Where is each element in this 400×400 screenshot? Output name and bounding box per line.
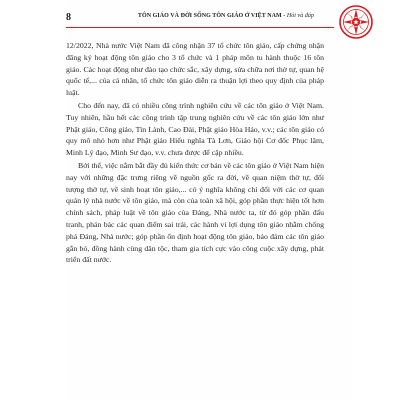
page-number: 8 <box>66 12 71 23</box>
running-title: TÔN GIÁO VÀ ĐỜI SỐNG TÔN GIÁO Ở VIỆT NAM <box>137 13 282 19</box>
star-emblem-icon <box>338 4 374 40</box>
body-text <box>66 40 324 267</box>
running-subtitle: Hỏi và đáp <box>286 13 314 19</box>
running-head-separator: - <box>281 13 287 19</box>
running-head <box>94 13 314 19</box>
paragraph-3: Bởi thế, việc nắm bắt đầy đủ kiến thức cơ bản về các tôn giáo ở Việt Nam hiện nay với những đặc trưng riêng về nguồn gốc ra đời, về quan niệm thờ tự, đối tượng thờ tự, về sinh hoạt tôn giáo,... có ý nghĩa không chỉ đối với các cơ quan quản lý nhà nước về tôn giáo, mà còn của toàn xã hội, góp phần thực hiện tốt hơn chính sách, pháp luật về tôn giáo của Đảng, Nhà nước ta, từ đó góp phần đấu tranh, phản bác các quan điểm sai trái, các hành vi lợi dụng tôn giáo nhằm chống phá Đảng, Nhà nước; góp phần ổn định hoạt động tôn giáo, bảo đảm các tôn giáo gắn bó, đồng hành cùng dân tộc, tham gia tích cực vào công cuộc xây dựng, phát triển đất nước. <box>66 160 324 265</box>
paragraph-2: Cho đến nay, đã có nhiều công trình nghiên cứu về các tôn giáo ở Việt Nam. Tuy nhiên, hầu hết các công trình tập trung nghiên cứu về các tôn giáo lớn như Phật giáo, Công giáo, Tin Lành, Cao Đài, Phật giáo Hòa Hảo, v.v.; các tôn giáo có quy mô nhỏ hơn như Phật giáo Hiếu nghĩa Tà Lơn, Giáo hội Cơ đốc Phục lâm, Minh Lý đạo, Minh Sư đạo, v.v. chưa được để cập nhiều. <box>66 100 324 158</box>
page-header <box>66 12 352 26</box>
header-rule <box>66 27 334 28</box>
paragraph-1: 12/2022, Nhà nước Việt Nam đã công nhận 37 tổ chức tôn giáo, cấp chứng nhận đăng ký hoạt động tôn giáo cho 3 tổ chức và 1 pháp môn tu hành thuộc 16 tôn giáo. Các hoạt động như đào tạo chức sắc, xây dựng, sửa chữa nơi thờ tự, quan hệ quốc tế,... của cá nhân, tổ chức tôn giáo diễn ra thuận lợi theo quy định của pháp luật. <box>66 41 324 98</box>
book-page <box>66 0 352 400</box>
